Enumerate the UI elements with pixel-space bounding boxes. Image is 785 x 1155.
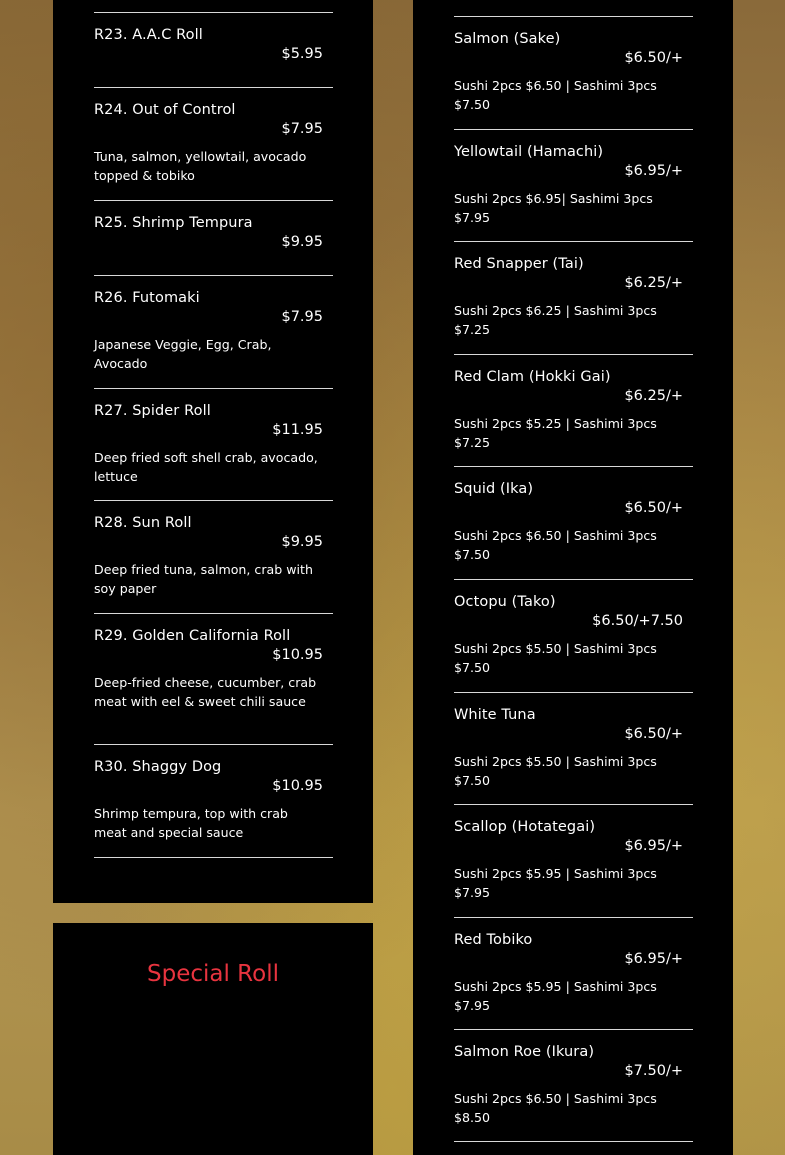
menu-item bbox=[454, 354, 693, 466]
menu-item-price: $9.95 bbox=[281, 534, 323, 550]
menu-item-description: Sushi 2pcs $6.25 | Sashimi 3pcs $7.25 bbox=[454, 303, 657, 337]
menu-item-name: Squid (Ika) bbox=[454, 481, 534, 497]
menu-item-price: $7.50/+ bbox=[624, 1063, 683, 1079]
menu-item-price: $6.95/+ bbox=[624, 951, 683, 967]
section-heading: Special Roll bbox=[147, 961, 279, 987]
menu-item-name: Yellowtail (Hamachi) bbox=[454, 144, 604, 160]
menu-item-description: Sushi 2pcs $5.95 | Sashimi 3pcs $7.95 bbox=[454, 979, 657, 1013]
special-roll-panel bbox=[53, 923, 373, 1155]
roll-menu-panel bbox=[53, 0, 373, 903]
menu-item-price: $7.95 bbox=[281, 121, 323, 137]
menu-item bbox=[454, 16, 693, 129]
menu-item-name: R25. Shrimp Tempura bbox=[94, 215, 253, 231]
menu-item bbox=[94, 200, 333, 275]
menu-item bbox=[454, 466, 693, 579]
menu-item-description: Sushi 2pcs $5.50 | Sashimi 3pcs $7.50 bbox=[454, 641, 657, 675]
menu-item-description: Sushi 2pcs $5.50 | Sashimi 3pcs $7.50 bbox=[454, 754, 657, 788]
menu-item-price: $10.95 bbox=[272, 647, 323, 663]
menu-item-price: $5.95 bbox=[281, 46, 323, 62]
menu-item-price: $7.95 bbox=[281, 309, 323, 325]
menu-item-description: Deep-fried cheese, cucumber, crab meat with eel & sweet chili sauce bbox=[94, 675, 317, 709]
menu-item-name: R23. A.A.C Roll bbox=[94, 27, 203, 43]
menu-item bbox=[454, 129, 693, 241]
menu-item-price: $11.95 bbox=[272, 422, 323, 438]
menu-item-description: Deep fried tuna, salmon, crab with soy paper bbox=[94, 562, 313, 596]
menu-item-name: White Tuna bbox=[454, 707, 536, 723]
menu-item-description: Deep fried soft shell crab, avocado, lettuce bbox=[94, 450, 318, 484]
menu-item-price: $9.95 bbox=[281, 234, 323, 250]
menu-item-price: $6.50/+7.50 bbox=[592, 613, 683, 629]
menu-item-name: Red Tobiko bbox=[454, 932, 533, 948]
menu-item-price: $6.95/+ bbox=[624, 163, 683, 179]
menu-item-description: Sushi 2pcs $6.50 | Sashimi 3pcs $7.50 bbox=[454, 78, 657, 112]
menu-item-name: R29. Golden California Roll bbox=[94, 628, 291, 644]
menu-item-price: $6.50/+ bbox=[624, 500, 683, 516]
menu-item-price: $6.25/+ bbox=[624, 275, 683, 291]
menu-item bbox=[454, 692, 693, 804]
menu-item bbox=[454, 804, 693, 917]
menu-item-description: Tuna, salmon, yellowtail, avocado topped & tobiko bbox=[94, 149, 307, 183]
menu-item bbox=[94, 500, 333, 613]
menu-item-description: Sushi 2pcs $5.25 | Sashimi 3pcs $7.25 bbox=[454, 416, 657, 450]
menu-item-name: R30. Shaggy Dog bbox=[94, 759, 222, 775]
menu-item-description: Sushi 2pcs $6.50 | Sashimi 3pcs $8.50 bbox=[454, 1091, 657, 1125]
menu-item-price: $6.25/+ bbox=[624, 388, 683, 404]
menu-item bbox=[454, 917, 693, 1029]
menu-item bbox=[94, 275, 333, 388]
menu-item-description: Sushi 2pcs $6.50 | Sashimi 3pcs $7.50 bbox=[454, 528, 657, 562]
menu-item bbox=[94, 87, 333, 200]
menu-item-description: Shrimp tempura, top with crab meat and special sauce bbox=[94, 806, 288, 840]
roll-menu-list bbox=[94, 12, 333, 858]
menu-item bbox=[94, 12, 333, 87]
menu-item-price: $6.95/+ bbox=[624, 838, 683, 854]
menu-item-description: Sushi 2pcs $5.95 | Sashimi 3pcs $7.95 bbox=[454, 866, 657, 900]
menu-item-name: R27. Spider Roll bbox=[94, 403, 211, 419]
sushi-menu-panel bbox=[413, 0, 733, 1155]
menu-item-name: Octopu (Tako) bbox=[454, 594, 556, 610]
menu-item-description: Japanese Veggie, Egg, Crab, Avocado bbox=[94, 337, 272, 371]
menu-item-name: Red Snapper (Tai) bbox=[454, 256, 584, 272]
menu-item-name: R28. Sun Roll bbox=[94, 515, 192, 531]
sushi-menu-list bbox=[454, 16, 693, 1142]
menu-item-price: $6.50/+ bbox=[624, 50, 683, 66]
menu-item bbox=[94, 744, 333, 858]
menu-item bbox=[454, 241, 693, 354]
menu-item-name: Salmon Roe (Ikura) bbox=[454, 1044, 595, 1060]
menu-item bbox=[454, 1029, 693, 1142]
menu-item-name: R24. Out of Control bbox=[94, 102, 236, 118]
menu-item bbox=[454, 579, 693, 692]
menu-item-name: Scallop (Hotategai) bbox=[454, 819, 596, 835]
menu-item-price: $10.95 bbox=[272, 778, 323, 794]
menu-item-name: Salmon (Sake) bbox=[454, 31, 561, 47]
menu-item-description: Sushi 2pcs $6.95| Sashimi 3pcs $7.95 bbox=[454, 191, 653, 225]
menu-item bbox=[94, 613, 333, 744]
menu-item-name: R26. Futomaki bbox=[94, 290, 200, 306]
menu-item bbox=[94, 388, 333, 500]
menu-item-price: $6.50/+ bbox=[624, 726, 683, 742]
menu-item-name: Red Clam (Hokki Gai) bbox=[454, 369, 611, 385]
